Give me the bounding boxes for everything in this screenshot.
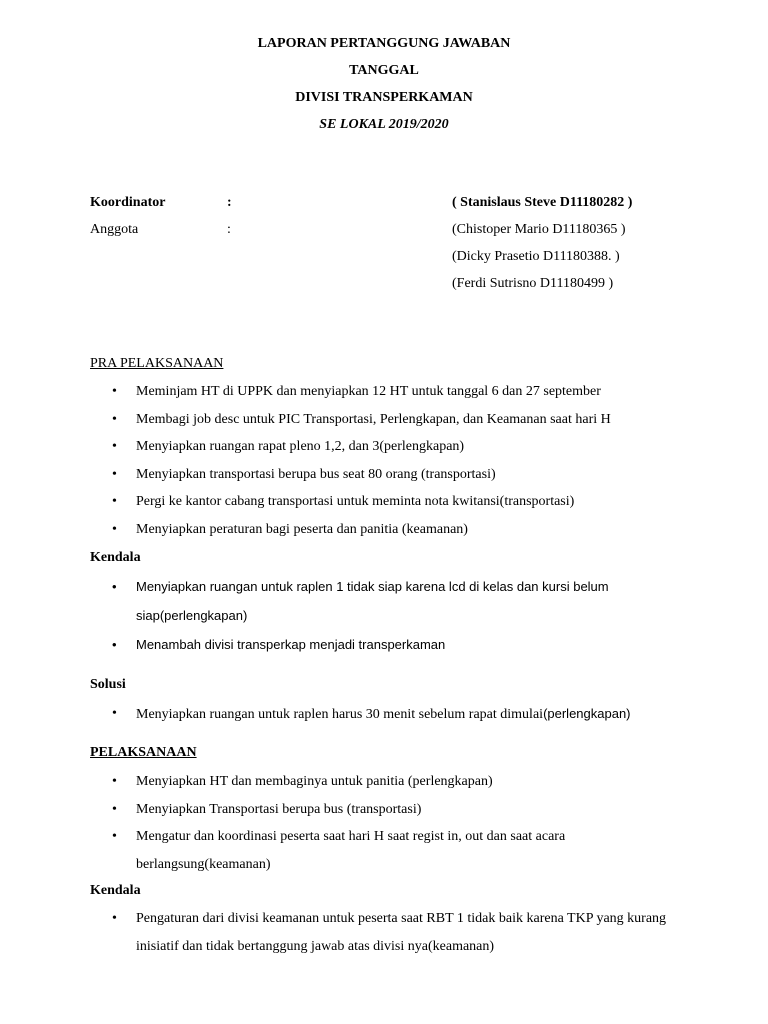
list-item: • Menambah divisi transperkap menjadi transperkaman: [90, 630, 670, 659]
anggota-value: (Chistoper Mario D11180365 ): [452, 222, 626, 237]
koordinator-row: [90, 195, 730, 215]
list-item: • Mengatur dan koordinasi peserta saat hari H saat regist in, out dan saat acara berlangsung(keamanan): [90, 823, 610, 878]
anggota-row: [90, 276, 730, 296]
koordinator-label: Koordinator: [90, 195, 166, 210]
pelaksanaan-kendala-list: [90, 905, 690, 960]
report-event: SE LOKAL 2019/2020: [319, 117, 449, 132]
pra-kendala-heading: Kendala: [90, 550, 141, 565]
report-title: LAPORAN PERTANGGUNG JAWABAN: [257, 36, 511, 51]
anggota-row: [90, 222, 730, 242]
anggota-row: [90, 249, 730, 269]
list-item: • Menyiapkan transportasi berupa bus seat 80 orang (transportasi): [90, 461, 710, 489]
solusi-suffix: (perlengkapan): [543, 706, 631, 721]
pra-pelaksanaan-list: [90, 378, 710, 543]
anggota-label: Anggota: [90, 222, 139, 237]
pra-solusi-list: [90, 700, 730, 729]
list-item: [90, 700, 730, 729]
list-item: • Menyiapkan ruangan untuk raplen 1 tidak siap karena lcd di kelas dan kursi belum siap(perlengkapan): [90, 572, 670, 630]
pelaksanaan-list: [90, 768, 610, 878]
solusi-text: Menyiapkan ruangan untuk raplen harus 30 menit sebelum rapat dimulai: [136, 707, 544, 722]
koordinator-value: ( Stanislaus Steve D11180282 ): [452, 195, 633, 210]
anggota-value: (Ferdi Sutrisno D11180499 ): [452, 276, 614, 291]
list-item: • Menyiapkan Transportasi berupa bus (transportasi): [90, 796, 610, 824]
list-item: • Menyiapkan peraturan bagi peserta dan panitia (keamanan): [90, 516, 710, 544]
koordinator-colon: :: [227, 195, 232, 210]
list-item: • Menyiapkan ruangan rapat pleno 1,2, dan 3(perlengkapan): [90, 433, 710, 461]
pelaksanaan-heading: PELAKSANAAN: [90, 745, 197, 760]
pelaksanaan-kendala-heading: Kendala: [90, 883, 141, 898]
report-division: DIVISI TRANSPERKAMAN: [295, 90, 473, 105]
pra-kendala-list: [90, 572, 670, 659]
list-item: • Meminjam HT di UPPK dan menyiapkan 12 HT untuk tanggal 6 dan 27 september: [90, 378, 710, 406]
list-item: • Pergi ke kantor cabang transportasi untuk meminta nota kwitansi(transportasi): [90, 488, 710, 516]
pra-solusi-heading: Solusi: [90, 677, 126, 692]
list-item: • Pengaturan dari divisi keamanan untuk peserta saat RBT 1 tidak baik karena TKP yang kurang inisiatif dan tidak bertanggung jawab atas divisi nya(keamanan): [90, 905, 690, 960]
list-item: • Membagi job desc untuk PIC Transportasi, Perlengkapan, dan Keamanan saat hari H: [90, 406, 710, 434]
anggota-colon: :: [227, 222, 231, 237]
report-date-label: TANGGAL: [349, 63, 419, 78]
pra-pelaksanaan-heading: PRA PELAKSANAAN: [90, 356, 224, 371]
anggota-value: (Dicky Prasetio D11180388. ): [452, 249, 620, 264]
list-item: • Menyiapkan HT dan membaginya untuk panitia (perlengkapan): [90, 768, 610, 796]
